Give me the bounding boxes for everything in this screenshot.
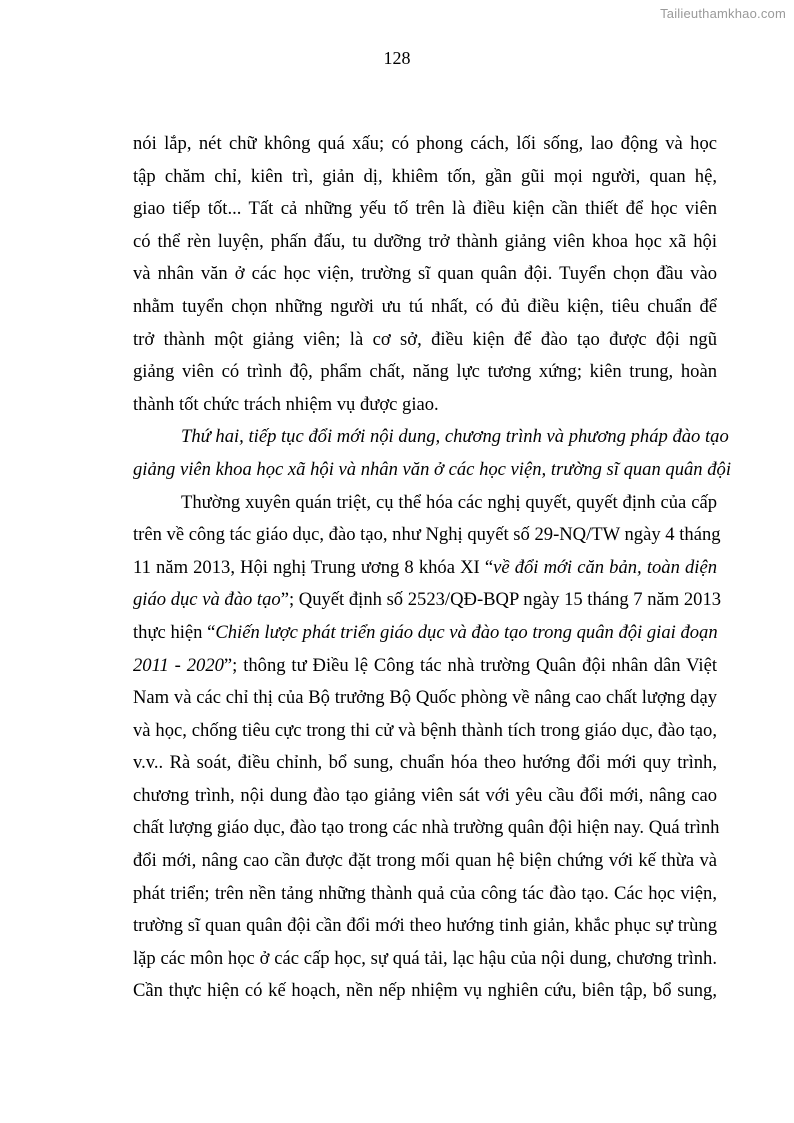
italic-text: giáo dục và đào tạo bbox=[133, 589, 281, 611]
text-line bbox=[133, 421, 729, 454]
text-segment: trường sĩ quan quân đội cần đổi mới theo hướng tinh giản, khắc phục sự trùng bbox=[133, 915, 717, 937]
text-segment: và nhân văn ở các học viện, trường sĩ quan quân đội. Tuyển chọn đầu vào bbox=[133, 263, 717, 285]
text-segment: giao tiếp tốt... Tất cả những yếu tố trên là điều kiện cần thiết để học viên bbox=[133, 198, 717, 220]
page-number: 128 bbox=[383, 48, 411, 68]
text-segment: trên về công tác giáo dục, đào tạo, như Nghị quyết số 29-NQ/TW ngày 4 tháng bbox=[133, 524, 721, 546]
text-segment: trở thành một giảng viên; là cơ sở, điều kiện để đào tạo được đội ngũ bbox=[133, 328, 717, 350]
text-line bbox=[133, 682, 717, 715]
text-segment: ”; thông tư Điều lệ Công tác nhà trường Quân đội nhân dân Việt bbox=[223, 654, 718, 676]
text-segment: phát triển; trên nền tảng những thành quả của công tác đào tạo. Các học viện, bbox=[133, 882, 717, 904]
italic-text: Chiến lược phát triển giáo dục và đào tạo trong quân đội giai đoạn bbox=[215, 621, 718, 643]
text-line bbox=[133, 226, 717, 259]
text-segment: và học, chống tiêu cực trong thi cử và bệnh thành tích trong giáo dục, đào tạo, bbox=[133, 719, 717, 741]
text-line bbox=[133, 910, 717, 943]
text-segment: giảng viên có trình độ, phẩm chất, năng lực tương xứng; kiên trung, hoàn bbox=[133, 361, 717, 383]
text-line bbox=[133, 845, 717, 878]
text-line bbox=[133, 128, 717, 161]
text-line bbox=[133, 715, 717, 748]
text-line bbox=[133, 324, 717, 357]
text-segment: 11 năm 2013, Hội nghị Trung ương 8 khóa XI “ bbox=[133, 556, 494, 578]
text-line bbox=[133, 780, 717, 813]
text-line bbox=[133, 356, 717, 389]
watermark: Tailieuthamkhao.com bbox=[660, 6, 786, 21]
italic-text: Thứ hai, tiếp tục đổi mới nội dung, chương trình và phương pháp đào tạo bbox=[181, 426, 729, 448]
text-segment: thực hiện “ bbox=[133, 621, 216, 643]
text-line bbox=[133, 747, 717, 780]
text-line bbox=[133, 943, 717, 976]
text-line bbox=[133, 519, 721, 552]
text-segment: có thể rèn luyện, phấn đấu, tu dưỡng trở thành giảng viên khoa học xã hội bbox=[133, 230, 717, 252]
text-line bbox=[133, 975, 717, 1008]
italic-text: 2011 - 2020 bbox=[133, 654, 224, 676]
text-line bbox=[133, 617, 717, 650]
text-segment: v.v.. Rà soát, điều chỉnh, bổ sung, chuẩn hóa theo hướng đổi mới quy trình, bbox=[133, 752, 717, 774]
text-line bbox=[133, 487, 717, 520]
text-segment: nhằm tuyển chọn những người ưu tú nhất, có đủ điều kiện, tiêu chuẩn để bbox=[133, 295, 717, 317]
text-line bbox=[133, 389, 717, 422]
text-line bbox=[133, 812, 720, 845]
text-segment: thành tốt chức trách nhiệm vụ được giao. bbox=[133, 393, 439, 415]
text-segment: tập chăm chỉ, kiên trì, giản dị, khiêm tốn, gần gũi mọi người, quan hệ, bbox=[133, 165, 717, 187]
text-segment: đổi mới, nâng cao cần được đặt trong mối quan hệ biện chứng với kế thừa và bbox=[133, 850, 717, 872]
text-line bbox=[133, 258, 717, 291]
text-segment: nói lắp, nét chữ không quá xấu; có phong cách, lối sống, lao động và học bbox=[133, 133, 717, 154]
text-segment: Nam và các chỉ thị của Bộ trưởng Bộ Quốc phòng về nâng cao chất lượng dạy bbox=[133, 687, 717, 709]
document-body bbox=[133, 128, 732, 1008]
text-line bbox=[133, 552, 717, 585]
text-segment: Thường xuyên quán triệt, cụ thể hóa các nghị quyết, quyết định của cấp bbox=[181, 491, 717, 513]
text-line bbox=[133, 454, 732, 487]
text-segment: chất lượng giáo dục, đào tạo trong các nhà trường quân đội hiện nay. Quá trình bbox=[133, 817, 720, 839]
text-line bbox=[133, 291, 717, 324]
text-segment: Cần thực hiện có kế hoạch, nền nếp nhiệm vụ nghiên cứu, biên tập, bổ sung, bbox=[133, 980, 717, 1002]
text-line bbox=[133, 878, 717, 911]
text-line bbox=[133, 584, 722, 617]
italic-text: giảng viên khoa học xã hội và nhân văn ở các học viện, trường sĩ quan quân đội bbox=[133, 458, 732, 480]
text-line bbox=[133, 161, 717, 194]
text-line bbox=[133, 650, 717, 683]
text-segment: ”; Quyết định số 2523/QĐ-BQP ngày 15 tháng 7 năm 2013 bbox=[280, 589, 722, 611]
text-segment: lặp các môn học ở các cấp học, sự quá tải, lạc hậu của nội dung, chương trình. bbox=[133, 947, 717, 969]
italic-text: về đổi mới căn bản, toàn diện bbox=[493, 556, 717, 578]
text-segment: chương trình, nội dung đào tạo giảng viên sát với yêu cầu đổi mới, nâng cao bbox=[133, 784, 717, 806]
text-line bbox=[133, 193, 717, 226]
